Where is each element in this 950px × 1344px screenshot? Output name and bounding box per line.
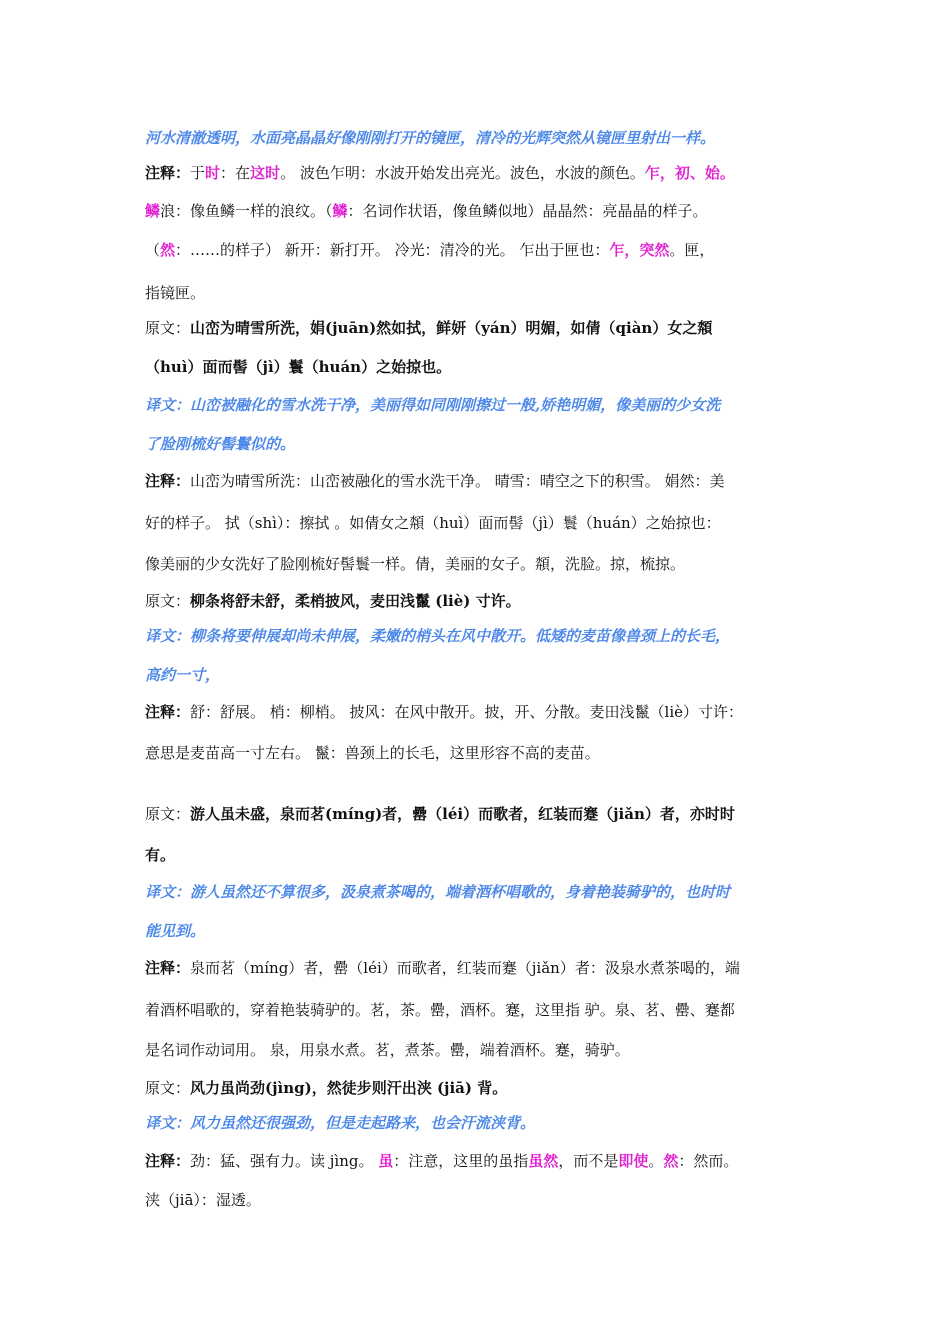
text-segment: 指镜匣。 [145,284,206,302]
text-segment: 注释： [145,472,191,490]
text-segment: 时 [205,164,221,182]
text-segment: 原文： [145,805,191,823]
text-segment: 注释： [145,959,191,977]
text-segment: 。 波色乍明：水波开始发出亮光。波色，水波的颜色。 [280,164,645,182]
text-segment: 原文： [145,1079,191,1097]
text-line [145,880,815,904]
text-line [145,199,815,223]
text-segment: 译文：山峦被融化的雪水洗干净，美丽得如同刚刚擦过一般,娇艳明媚，像美丽的少女洗 [145,396,721,414]
text-line [145,700,815,724]
text-line [145,843,815,867]
text-line [145,432,815,456]
text-segment: 着酒杯唱歌的，穿着艳装骑驴的。茗，茶。罍，酒杯。蹇，这里指 驴。泉、茗、罍、蹇都 [145,1001,735,1019]
text-segment: 注释： [145,164,191,182]
text-segment: 鳞 [332,202,348,220]
text-segment: 译文：风力虽然还很强劲，但是走起路来，也会汗流浃背。 [145,1114,536,1132]
text-segment: 于 [190,164,206,182]
text-segment: ：名词作状语，像鱼鳞似地）晶晶然：亮晶晶的样子。 [347,202,708,220]
text-segment: 高约一寸， [145,666,221,684]
text-segment: 泉而茗（míng）者，罍（léi）而歌者，红装而蹇（jiǎn）者：汲泉水煮茶喝的，端 [190,959,740,977]
text-line [145,316,815,340]
text-segment: 能见到。 [145,922,206,940]
text-line [145,1149,815,1173]
text-line [145,624,815,648]
text-segment: 即使 [618,1152,649,1170]
text-line [145,393,815,417]
text-segment: 注释： [145,1152,191,1170]
text-line [145,161,815,185]
text-segment: 注释： [145,703,191,721]
text-segment: 舒：舒展。 梢：柳梢。 披风：在风中散开。披，开、分散。麦田浅鬣（liè）寸许： [190,703,744,721]
text-line [145,1188,815,1212]
text-line [145,589,815,613]
text-line [145,355,815,379]
text-line [145,511,815,535]
text-segment: （huì）面而髻（jì）鬟（huán）之始掠也。 [145,358,452,376]
text-line [145,741,815,765]
text-line [145,998,815,1022]
text-line [145,469,815,493]
text-segment: 柳条将舒未舒，柔梢披风，麦田浅鬣 (liè) 寸许。 [190,592,521,610]
text-line [145,802,815,826]
text-segment: ：……的样子） 新开：新打开。 冷光：清冷的光。 乍出于匣也： [175,241,610,259]
text-segment: 乍，初、始。 [644,164,735,182]
text-segment: 山峦为晴雪所洗：山峦被融化的雪水洗干净。 晴雪：晴空之下的积雪。 娟然：美 [190,472,725,490]
text-segment: 原文： [145,592,191,610]
text-segment: 虽然 [528,1152,559,1170]
text-segment: 虽 [378,1152,394,1170]
text-line [145,663,815,687]
text-line [145,1076,815,1100]
text-segment: 像美丽的少女洗好了脸刚梳好髻鬟一样。倩，美丽的女子。頮，洗脸。掠，梳掠。 [145,555,686,573]
text-segment: 浪：像鱼鳞一样的浪纹。（ [160,202,333,220]
text-segment: 游人虽未盛，泉而茗(míng)者，罍（léi）而歌者，红装而蹇（jiǎn）者，亦时时 [190,805,735,823]
text-segment: 。匣， [669,241,715,259]
text-line [145,281,815,305]
text-line [145,1038,815,1062]
text-segment: 有。 [145,846,176,864]
text-segment: ：然而。 [678,1152,739,1170]
text-segment: ，而不是 [558,1152,619,1170]
text-segment: ：在 [220,164,251,182]
text-line [145,1111,815,1135]
text-line [145,552,815,576]
text-segment: （ [145,241,161,259]
text-line [145,919,815,943]
text-segment: 译文：柳条将要伸展却尚未伸展，柔嫩的梢头在风中散开。低矮的麦苗像兽颈上的长毛， [145,627,731,645]
text-segment: 译文：游人虽然还不算很多，汲泉煮茶喝的，端着酒杯唱歌的，身着艳装骑驴的，也时时 [145,883,731,901]
text-line [145,956,815,980]
text-segment: 这时 [250,164,281,182]
text-segment: 原文： [145,319,191,337]
text-segment: 风力虽尚劲(jìng)，然徒步则汗出浃 (jiā) 背。 [190,1079,508,1097]
text-segment: 乍，突然 [609,241,670,259]
text-segment: 。 [648,1152,664,1170]
text-segment: ：注意，这里的虽指 [393,1152,529,1170]
text-segment: 是名词作动词用。 泉，用泉水煮。茗，煮茶。罍，端着酒杯。蹇，骑驴。 [145,1041,630,1059]
text-segment: 然 [663,1152,679,1170]
text-segment: 然 [160,241,176,259]
text-segment: 河水清澈透明，水面亮晶晶好像刚刚打开的镜匣，清冷的光辉突然从镜匣里射出一样。 [145,129,716,147]
text-segment: 鳞 [145,202,161,220]
text-segment: 浃（jiā）：湿透。 [145,1191,261,1209]
text-segment: 山峦为晴雪所洗，娟(juān)然如拭，鲜妍（yán）明媚，如倩（qiàn）女之頮 [190,319,713,337]
text-segment: 好的样子。 拭（shì）：擦拭 。如倩女之頮（huì）面而髻（jì）鬟（huán）之始掠也： [145,514,721,532]
text-segment: 了脸刚梳好髻鬟似的。 [145,435,296,453]
text-segment: 意思是麦苗高一寸左右。 鬣：兽颈上的长毛，这里形容不高的麦苗。 [145,744,600,762]
text-line [145,126,815,150]
text-segment: 劲：猛、强有力。读 jìng。 [190,1152,379,1170]
text-line [145,238,815,262]
